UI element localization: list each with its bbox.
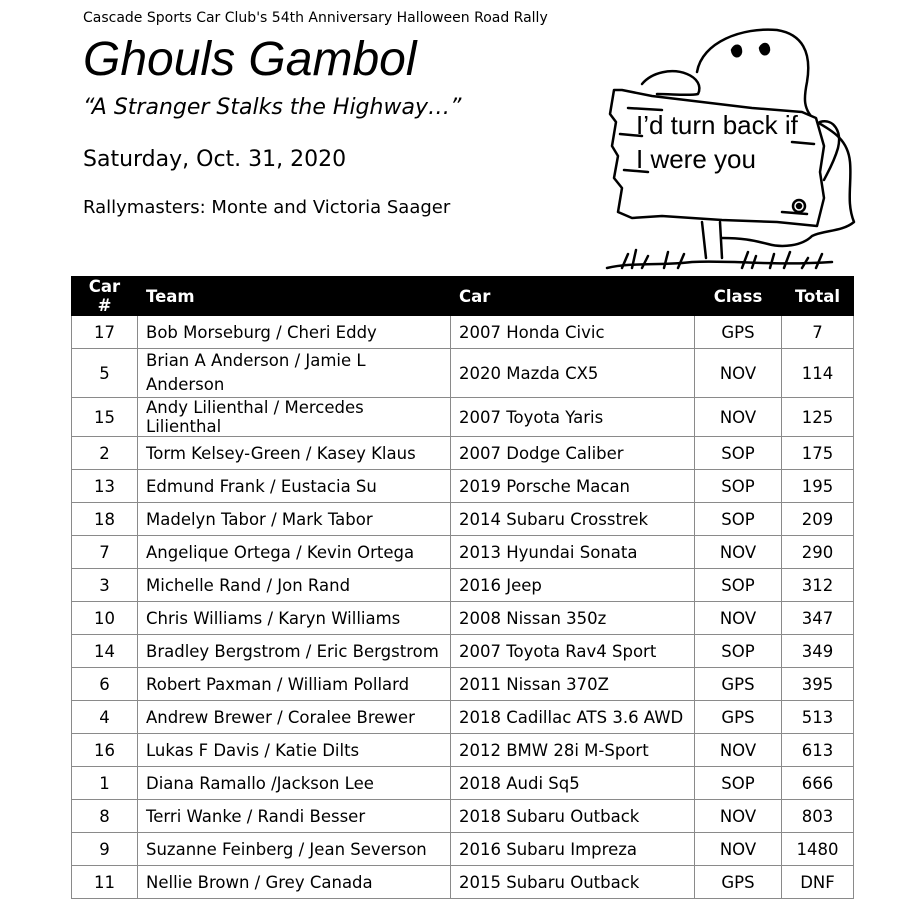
table-row xyxy=(72,569,854,602)
team-cell: Lukas F Davis / Katie Dilts xyxy=(138,734,451,767)
table-row xyxy=(72,635,854,668)
team-cell: Andrew Brewer / Coralee Brewer xyxy=(138,701,451,734)
table-row xyxy=(72,701,854,734)
total-cell: DNF xyxy=(782,866,854,899)
team-cell: Brian A Anderson / Jamie L Anderson xyxy=(138,349,451,398)
total-cell: 803 xyxy=(782,800,854,833)
class-cell: GPS xyxy=(695,316,782,349)
event-date: Saturday, Oct. 31, 2020 xyxy=(83,147,347,172)
car-number-cell: 3 xyxy=(72,569,138,602)
car-cell: 2007 Toyota Rav4 Sport xyxy=(451,635,695,668)
team-cell: Terri Wanke / Randi Besser xyxy=(138,800,451,833)
class-cell: NOV xyxy=(695,536,782,569)
total-cell: 175 xyxy=(782,437,854,470)
table-row xyxy=(72,833,854,866)
car-cell: 2007 Dodge Caliber xyxy=(451,437,695,470)
team-cell: Torm Kelsey-Green / Kasey Klaus xyxy=(138,437,451,470)
car-number-cell: 13 xyxy=(72,470,138,503)
page-title: Ghouls Gambol xyxy=(83,33,417,86)
car-cell: 2015 Subaru Outback xyxy=(451,866,695,899)
class-cell: SOP xyxy=(695,767,782,800)
column-header-class: Class xyxy=(695,277,782,316)
table-row xyxy=(72,398,854,437)
car-cell: 2008 Nissan 350z xyxy=(451,602,695,635)
car-number-cell: 1 xyxy=(72,767,138,800)
total-cell: 7 xyxy=(782,316,854,349)
car-cell: 2018 Audi Sq5 xyxy=(451,767,695,800)
column-header-car-number: Car # xyxy=(72,277,138,316)
total-cell: 209 xyxy=(782,503,854,536)
table-row xyxy=(72,602,854,635)
team-cell: Nellie Brown / Grey Canada xyxy=(138,866,451,899)
car-cell: 2019 Porsche Macan xyxy=(451,470,695,503)
car-cell: 2018 Cadillac ATS 3.6 AWD xyxy=(451,701,695,734)
car-number-cell: 11 xyxy=(72,866,138,899)
class-cell: GPS xyxy=(695,701,782,734)
tagline: “A Stranger Stalks the Highway…” xyxy=(83,95,462,120)
class-cell: GPS xyxy=(695,668,782,701)
table-row xyxy=(72,866,854,899)
total-cell: 666 xyxy=(782,767,854,800)
team-cell: Suzanne Feinberg / Jean Severson xyxy=(138,833,451,866)
team-cell: Madelyn Tabor / Mark Tabor xyxy=(138,503,451,536)
table-row xyxy=(72,349,854,398)
team-cell: Chris Williams / Karyn Williams xyxy=(138,602,451,635)
car-cell: 2011 Nissan 370Z xyxy=(451,668,695,701)
class-cell: SOP xyxy=(695,569,782,602)
total-cell: 395 xyxy=(782,668,854,701)
car-number-cell: 8 xyxy=(72,800,138,833)
total-cell: 290 xyxy=(782,536,854,569)
table-row xyxy=(72,437,854,470)
car-cell: 2013 Hyundai Sonata xyxy=(451,536,695,569)
table-row xyxy=(72,316,854,349)
column-header-car: Car xyxy=(451,277,695,316)
total-cell: 513 xyxy=(782,701,854,734)
class-cell: NOV xyxy=(695,833,782,866)
class-cell: SOP xyxy=(695,437,782,470)
class-cell: SOP xyxy=(695,503,782,536)
car-number-cell: 14 xyxy=(72,635,138,668)
car-number-cell: 5 xyxy=(72,349,138,398)
team-cell: Angelique Ortega / Kevin Ortega xyxy=(138,536,451,569)
car-number-cell: 4 xyxy=(72,701,138,734)
class-cell: GPS xyxy=(695,866,782,899)
total-cell: 114 xyxy=(782,349,854,398)
team-cell: Andy Lilienthal / Mercedes Lilienthal xyxy=(138,398,451,437)
team-cell: Bob Morseburg / Cheri Eddy xyxy=(138,316,451,349)
total-cell: 349 xyxy=(782,635,854,668)
car-cell: 2007 Toyota Yaris xyxy=(451,398,695,437)
class-cell: SOP xyxy=(695,635,782,668)
total-cell: 125 xyxy=(782,398,854,437)
class-cell: NOV xyxy=(695,398,782,437)
table-row xyxy=(72,734,854,767)
table-row xyxy=(72,668,854,701)
table-row xyxy=(72,503,854,536)
total-cell: 347 xyxy=(782,602,854,635)
car-cell: 2018 Subaru Outback xyxy=(451,800,695,833)
car-cell: 2016 Subaru Impreza xyxy=(451,833,695,866)
car-number-cell: 2 xyxy=(72,437,138,470)
column-header-team: Team xyxy=(138,277,451,316)
car-number-cell: 16 xyxy=(72,734,138,767)
car-cell: 2020 Mazda CX5 xyxy=(451,349,695,398)
class-cell: SOP xyxy=(695,470,782,503)
class-cell: NOV xyxy=(695,734,782,767)
team-cell: Michelle Rand / Jon Rand xyxy=(138,569,451,602)
table-row xyxy=(72,767,854,800)
team-cell: Robert Paxman / William Pollard xyxy=(138,668,451,701)
car-cell: 2007 Honda Civic xyxy=(451,316,695,349)
table-row xyxy=(72,800,854,833)
team-cell: Edmund Frank / Eustacia Su xyxy=(138,470,451,503)
car-number-cell: 18 xyxy=(72,503,138,536)
car-number-cell: 10 xyxy=(72,602,138,635)
class-cell: NOV xyxy=(695,349,782,398)
table-row xyxy=(72,536,854,569)
column-header-total: Total xyxy=(782,277,854,316)
team-cell: Diana Ramallo /Jackson Lee xyxy=(138,767,451,800)
car-number-cell: 15 xyxy=(72,398,138,437)
total-cell: 195 xyxy=(782,470,854,503)
class-cell: NOV xyxy=(695,800,782,833)
club-line: Cascade Sports Car Club's 54th Anniversary Halloween Road Rally xyxy=(83,10,548,26)
table-header-row xyxy=(72,277,854,316)
total-cell: 1480 xyxy=(782,833,854,866)
ghost-sign-text: I’d turn back if I were you xyxy=(636,110,798,174)
table-row xyxy=(72,470,854,503)
results-table xyxy=(71,276,854,899)
car-number-cell: 17 xyxy=(72,316,138,349)
total-cell: 312 xyxy=(782,569,854,602)
car-number-cell: 7 xyxy=(72,536,138,569)
total-cell: 613 xyxy=(782,734,854,767)
car-cell: 2014 Subaru Crosstrek xyxy=(451,503,695,536)
car-number-cell: 6 xyxy=(72,668,138,701)
car-number-cell: 9 xyxy=(72,833,138,866)
class-cell: NOV xyxy=(695,602,782,635)
car-cell: 2016 Jeep xyxy=(451,569,695,602)
car-cell: 2012 BMW 28i M-Sport xyxy=(451,734,695,767)
rallymasters: Rallymasters: Monte and Victoria Saager xyxy=(83,197,451,218)
team-cell: Bradley Bergstrom / Eric Bergstrom xyxy=(138,635,451,668)
